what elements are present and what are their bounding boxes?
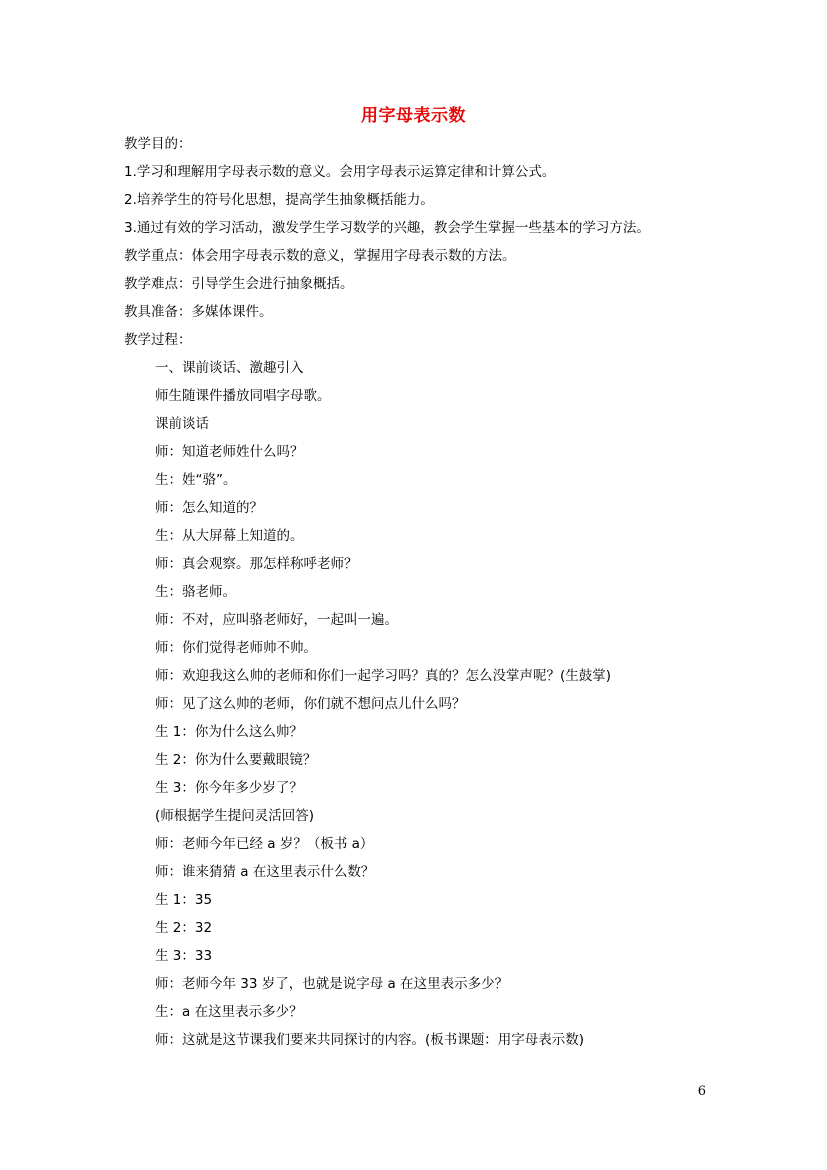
body-line: 2.培养学生的符号化思想，提高学生抽象概括能力。 (124, 192, 434, 208)
body-line: 1.学习和理解用字母表示数的意义。会用字母表示运算定律和计算公式。 (124, 164, 556, 180)
body-line: 教学过程： (124, 332, 192, 348)
body-line: (师根据学生提问灵活回答) (155, 808, 315, 824)
body-line: 师：知道老师姓什么吗？ (155, 444, 304, 460)
body-line: 生 3：你今年多少岁了？ (155, 780, 303, 796)
body-line: 教具准备：多媒体课件。 (124, 304, 273, 320)
body-line: 师：欢迎我这么帅的老师和你们一起学习吗？真的？怎么没掌声呢？(生鼓掌) (155, 668, 612, 684)
body-line: 师：老师今年 33 岁了，也就是说字母 a 在这里表示多少？ (155, 976, 509, 992)
body-line: 生：骆老师。 (155, 584, 236, 600)
body-line: 师生随课件播放同唱字母歌。 (155, 388, 331, 404)
body-line: 师：谁来猜猜 a 在这里表示什么数？ (155, 864, 375, 880)
body-line: 师：这就是这节课我们要来共同探讨的内容。(板书课题：用字母表示数) (155, 1032, 585, 1048)
body-line: 生 1：你为什么这么帅？ (155, 724, 303, 740)
body-line: 师：老师今年已经 a 岁？（板书 a） (155, 836, 374, 852)
body-line: 生 2：你为什么要戴眼镜？ (155, 752, 317, 768)
body-line: 生：姓“骆”。 (155, 472, 237, 488)
body-line: 生：a 在这里表示多少？ (155, 1004, 303, 1020)
body-line: 生 1：35 (155, 892, 213, 908)
document-body (0, 130, 827, 1054)
body-line: 生 2：32 (155, 920, 213, 936)
document-title: 用字母表示数 (361, 106, 466, 126)
body-line: 课前谈话 (155, 416, 209, 432)
body-line: 教学难点：引导学生会进行抽象概括。 (124, 276, 354, 292)
body-line: 生 3：33 (155, 948, 213, 964)
body-line: 教学目的： (124, 136, 192, 152)
body-line: 生：从大屏幕上知道的。 (155, 528, 304, 544)
body-line: 教学重点：体会用字母表示数的意义，掌握用字母表示数的方法。 (124, 248, 516, 264)
page-number: 6 (697, 1084, 706, 1099)
body-line: 师：见了这么帅的老师，你们就不想问点儿什么吗？ (155, 696, 466, 712)
body-line: 师：不对，应叫骆老师好，一起叫一遍。 (155, 612, 398, 628)
body-line: 师：真会观察。那怎样称呼老师？ (155, 556, 358, 572)
body-line: 3.通过有效的学习活动，激发学生学习数学的兴趣，教会学生掌握一些基本的学习方法。 (124, 220, 650, 236)
body-line: 师：怎么知道的？ (155, 500, 263, 516)
body-line: 一、课前谈话、激趣引入 (155, 360, 304, 376)
body-line: 师：你们觉得老师帅不帅。 (155, 640, 317, 656)
